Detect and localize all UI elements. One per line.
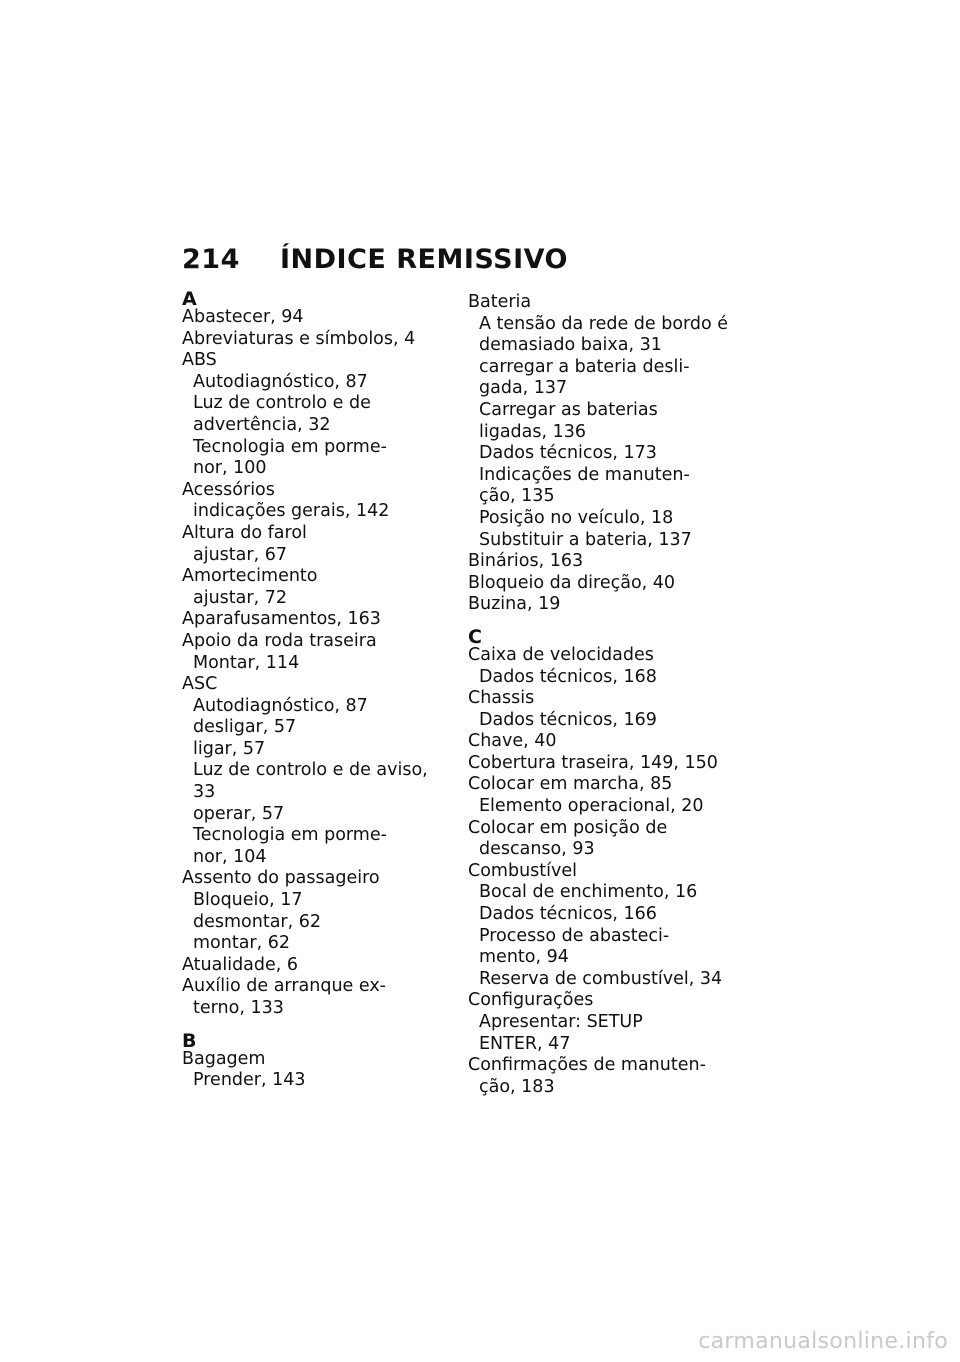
index-subentry: Bloqueio, 17 (193, 890, 303, 911)
index-entry: Chassis (468, 688, 535, 709)
index-entry: Bloqueio da direção, 40 (468, 572, 676, 593)
index-entry: Buzina, 19 (468, 594, 561, 615)
index-subentry: Substituir a bateria, 137 (479, 529, 692, 550)
index-subentry: Luz de controlo e de aviso, 33 (193, 760, 428, 803)
index-entry: ASC (182, 674, 218, 695)
index-entry-continuation: descanso, 93 (479, 839, 595, 860)
index-entry-continuation: demasiado baixa, 31 (479, 335, 662, 356)
index-subentry: indicações gerais, 142 (193, 501, 390, 522)
index-entry-continuation: ENTER, 47 (479, 1033, 571, 1054)
index-entry: Colocar em posição de (468, 817, 668, 838)
index-subentry: Dados técnicos, 173 (479, 443, 657, 464)
index-entry: Colocar em marcha, 85 (468, 774, 673, 795)
index-subentry: ajustar, 67 (193, 544, 287, 565)
index-subentry: Tecnologia em porme- (193, 825, 387, 846)
index-entry-continuation: ção, 135 (479, 486, 555, 507)
index-subentry: Apresentar: SETUP (479, 1012, 643, 1032)
index-subentry: A tensão da rede de bordo é (479, 313, 729, 334)
index-subentry: carregar a bateria desli- (479, 356, 690, 377)
index-entry-continuation: ção, 183 (479, 1076, 555, 1097)
index-subentry: Autodiagnóstico, 87 (193, 371, 368, 392)
index-entry-continuation: terno, 133 (193, 998, 284, 1018)
index-entry: Combustível (468, 860, 577, 881)
watermark: carmanualsonline.info (698, 1329, 948, 1354)
index-subentry: Dados técnicos, 168 (479, 666, 657, 687)
index-subentry: Montar, 114 (193, 652, 300, 673)
index-entry: Assento do passageiro (182, 868, 380, 889)
index-subentry: Autodiagnóstico, 87 (193, 695, 368, 716)
index-subentry: Posição no veículo, 18 (479, 507, 674, 528)
index-subentry: Dados técnicos, 169 (479, 709, 657, 730)
index-entry: Configurações (468, 990, 594, 1011)
index-entry: Abastecer, 94 (182, 307, 304, 327)
index-entry: Bagagem (182, 1048, 266, 1069)
index-entry-continuation: ligadas, 136 (479, 421, 587, 442)
index-entry-continuation: gada, 137 (479, 378, 568, 399)
index-entry: Binários, 163 (468, 551, 584, 572)
index-letter-heading: A (182, 288, 197, 310)
index-entry: Cobertura traseira, 149, 150 (468, 752, 718, 773)
index-subentry: Reserva de combustível, 34 (479, 968, 723, 989)
index-entry: Altura do farol (182, 522, 307, 543)
index-entry: Chave, 40 (468, 731, 557, 752)
index-subentry: Processo de abasteci- (479, 925, 670, 946)
index-subentry: desligar, 57 (193, 717, 297, 738)
index-entry-continuation: nor, 104 (193, 846, 267, 867)
index-entry: Apoio da roda traseira (182, 630, 377, 651)
page-title: ÍNDICE REMISSIVO (280, 244, 569, 275)
index-entry: Caixa de velocidades (468, 644, 654, 665)
index-subentry: Tecnologia em porme- (193, 436, 387, 457)
index-letter-heading: C (468, 625, 482, 648)
index-column-right (468, 292, 740, 1098)
index-subentry: montar, 62 (193, 933, 291, 954)
index-subentry: ligar, 57 (193, 738, 266, 759)
index-subentry: Luz de controlo e de (193, 393, 371, 414)
index-entry: Aparafusamentos, 163 (182, 609, 381, 630)
index-entry: Amortecimento (182, 566, 318, 587)
index-subentry: Elemento operacional, 20 (479, 796, 704, 817)
index-subentry: Indicações de manuten- (479, 464, 690, 485)
index-entry: Confirmações de manuten- (468, 1055, 706, 1076)
index-entry: Bateria (468, 292, 532, 312)
index-subentry: Prender, 143 (193, 1070, 306, 1091)
index-letter-heading: B (182, 1029, 197, 1052)
index-subentry: Bocal de enchimento, 16 (479, 882, 698, 903)
index-subentry: operar, 57 (193, 803, 285, 824)
index-entry-continuation: nor, 100 (193, 458, 267, 479)
page-number: 214 (182, 244, 240, 275)
index-subentry: Dados técnicos, 166 (479, 904, 657, 925)
index-subentry: desmontar, 62 (193, 911, 322, 932)
index-entry-continuation: advertência, 32 (193, 414, 331, 435)
index-entry: ABS (182, 350, 217, 371)
index-subentry: Carregar as baterias (479, 399, 658, 420)
index-entry: Acessórios (182, 479, 275, 500)
index-column-left (182, 288, 454, 1092)
index-entry-continuation: mento, 94 (479, 947, 569, 968)
index-entry: Auxílio de arranque ex- (182, 976, 386, 997)
index-subentry: ajustar, 72 (193, 587, 287, 608)
index-entry: Atualidade, 6 (182, 954, 299, 975)
index-entry: Abreviaturas e símbolos, 4 (182, 328, 416, 349)
page-header (182, 244, 568, 275)
